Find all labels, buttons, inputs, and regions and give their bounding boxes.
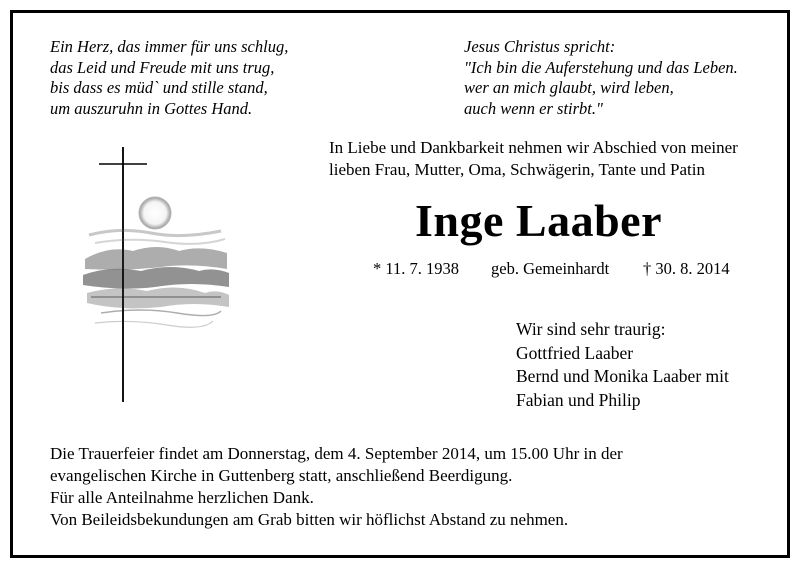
life-dates [373,259,730,279]
funeral-details [50,443,623,531]
funeral-details-line: Von Beileidsbekundungen am Grab bitten wir höflichst Abstand zu nehmen. [50,510,569,529]
bible-quote-line: Jesus Christus spricht: [464,37,616,56]
farewell-intro-line: In Liebe und Dankbarkeit nehmen wir Abschied von meiner [329,138,738,157]
mourners-line: Bernd und Monika Laaber mit [516,366,729,386]
funeral-details-line: Die Trauerfeier findet am Donnerstag, dem 4. September 2014, um 15.00 Uhr in der [50,444,623,463]
birth-date: * 11. 7. 1938 [373,259,460,278]
mourners-line: Gottfried Laaber [516,342,634,363]
bible-quote-line: "Ich bin die Auferstehung und das Leben. [464,57,738,77]
farewell-intro [329,137,738,181]
mourners-list [516,318,729,412]
cross-with-sun-landscape-icon [81,147,231,407]
poem-left-line: um auszuruhn in Gottes Hand. [50,98,253,118]
poem-left [50,37,288,119]
deceased-name: Inge Laaber [415,195,662,246]
poem-left-line: bis dass es müd` und stille stand, [50,78,268,97]
poem-left-line: Ein Herz, das immer für uns schlug, [50,37,289,56]
mourners-line: Wir sind sehr traurig: [516,319,666,339]
maiden-name: geb. Gemeinhardt [491,259,610,278]
bible-quote-line: wer an mich glaubt, wird leben, [464,78,674,97]
poem-left-line: das Leid und Freude mit uns trug, [50,57,275,77]
farewell-intro-line: lieben Frau, Mutter, Oma, Schwägerin, Tante und Patin [329,160,705,179]
mourners-line: Fabian und Philip [516,389,641,410]
death-date: † 30. 8. 2014 [643,259,730,278]
obituary-notice [10,10,790,558]
bible-quote-line: auch wenn er stirbt." [464,98,603,118]
funeral-details-line: Für alle Anteilnahme herzlichen Dank. [50,488,314,507]
funeral-details-line: evangelischen Kirche in Guttenberg statt, anschließend Beerdigung. [50,466,513,485]
bible-quote [464,37,738,119]
